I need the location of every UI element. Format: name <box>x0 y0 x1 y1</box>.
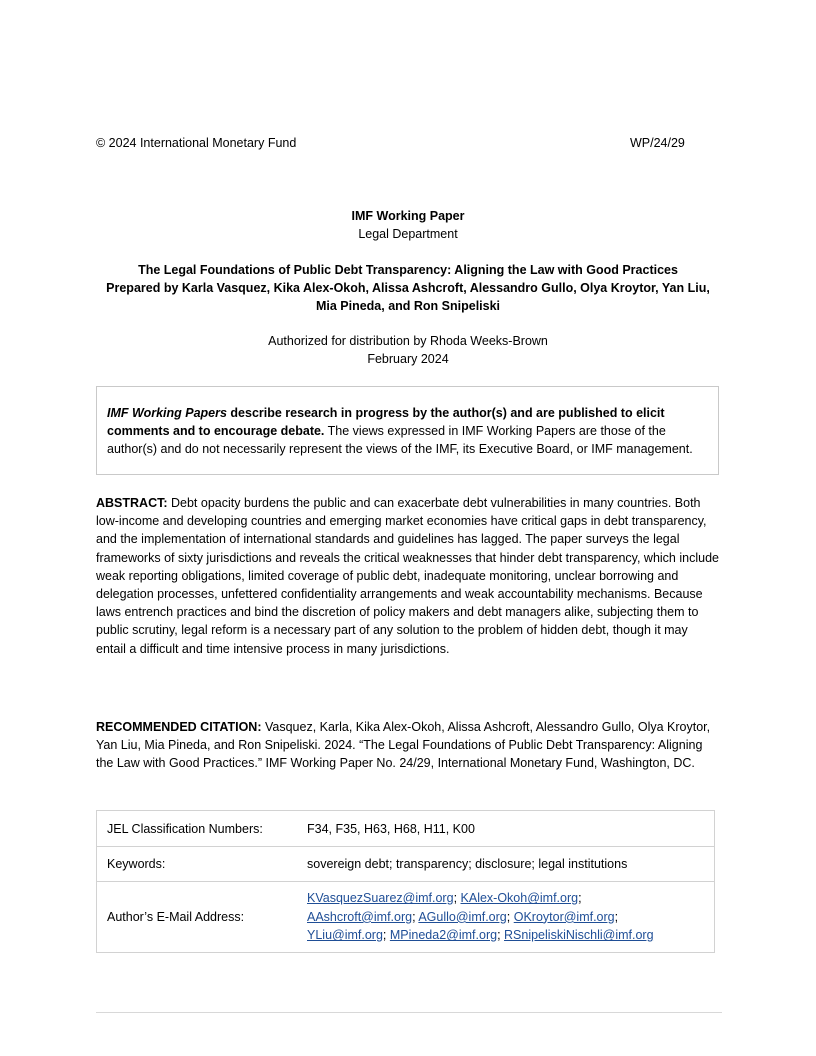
paper-title: The Legal Foundations of Public Debt Transparency: Aligning the Law with Good Practices <box>138 263 678 277</box>
series-block <box>96 207 720 243</box>
keywords-label: Keywords: <box>97 847 308 882</box>
publication-date: February 2024 <box>367 352 449 366</box>
email-link-aashcroft[interactable]: AAshcroft@imf.org <box>307 909 413 924</box>
series-title: IMF Working Paper <box>351 209 465 223</box>
keywords-value: sovereign debt; transparency; disclosure; legal institutions <box>307 847 715 882</box>
jel-label: JEL Classification Numbers: <box>97 811 308 847</box>
abstract-paragraph <box>96 494 720 658</box>
jel-value: F34, F35, H63, H68, H11, K00 <box>307 811 715 847</box>
email-link-kalex-okoh[interactable]: KAlex-Okoh@imf.org <box>460 891 579 906</box>
email-link-okroytor[interactable]: OKroytor@imf.org <box>513 909 615 924</box>
disclaimer-box <box>96 386 719 475</box>
disclaimer-bold-text: describe research in progress by the author(s) and are published to elicit comments and to encourage debate. <box>107 406 665 438</box>
citation-label: RECOMMENDED CITATION: <box>96 720 262 734</box>
classification-table <box>96 810 715 953</box>
authors-line-1: Prepared by Karla Vasquez, Kika Alex-Okoh, Alissa Ashcroft, Alessandro Gullo, Olya Kroytor, Yan Liu, <box>106 281 710 295</box>
table-row <box>97 847 715 882</box>
department-name: Legal Department <box>358 227 458 241</box>
abstract-text: Debt opacity burdens the public and can exacerbate debt vulnerabilities in many countries. Both low-income and developing countries and emerging market economies have critical gaps in debt transparency, and the implementation of international standards and guidelines has lagged. The paper surveys the legal frameworks of sixty jurisdictions and reveals the critical weaknesses that hinder debt transparency, which include weak reporting obligations, limited coverage of public debt, inadequate monitoring, unclear borrowing and delegation processes, unfettered confidentiality arrangements and weak accountability mechanisms. Because laws entrench practices and bind the discretion of policy makers and debt managers alike, subjecting them to public scrutiny, legal reform is a necessary part of any solution to the problem of hidden debt, though it may entail a difficult and time intensive process in many jurisdictions. <box>96 496 719 656</box>
email-link-yliu[interactable]: YLiu@imf.org <box>307 928 383 943</box>
paper-title-block <box>96 261 720 315</box>
citation-paragraph <box>96 718 720 773</box>
footer-divider <box>96 1012 722 1013</box>
authorization-line: Authorized for distribution by Rhoda Weeks-Brown <box>268 334 548 348</box>
abstract-label: ABSTRACT: <box>96 496 168 510</box>
disclaimer-italic-lead: IMF Working Papers <box>107 406 227 420</box>
email-link-rsnipeliskinischli[interactable]: RSnipeliskiNischli@imf.org <box>504 928 654 943</box>
citation-text: Vasquez, Karla, Kika Alex-Okoh, Alissa Ashcroft, Alessandro Gullo, Olya Kroytor, Yan Liu, Mia Pineda, and Ron Snipeliski. 2024. “The Legal Foundations of Public Debt Transparency: Aligning the Law with Good Practices.” IMF Working Paper No. 24/29, International Monetary Fund, Washington, DC. <box>96 720 711 771</box>
disclaimer-text: The views expressed in IMF Working Papers are those of the author(s) and do not necessarily represent the views of the IMF, its Executive Board, or IMF management. <box>107 424 693 456</box>
email-link-agullo[interactable]: AGullo@imf.org <box>418 909 507 924</box>
email-list: KVasquezSuarez@imf.org; KAlex-Okoh@imf.org; AAshcroft@imf.org; AGullo@imf.org; OKroytor@imf.org; YLiu@imf.org; MPineda2@imf.org; RSnipeliskiNischli@imf.org <box>307 882 715 953</box>
paper-number: WP/24/29 <box>630 136 685 150</box>
email-label: Author’s E-Mail Address: <box>97 882 308 953</box>
email-link-mpineda2[interactable]: MPineda2@imf.org <box>389 928 498 943</box>
email-link-kvasquezsuarez[interactable]: KVasquezSuarez@imf.org <box>307 891 454 906</box>
authors-line-2: Mia Pineda, and Ron Snipeliski <box>315 299 501 313</box>
table-row <box>97 811 715 847</box>
copyright-notice: © 2024 International Monetary Fund <box>96 136 297 150</box>
authorization-block <box>96 332 720 368</box>
table-row <box>97 882 715 953</box>
